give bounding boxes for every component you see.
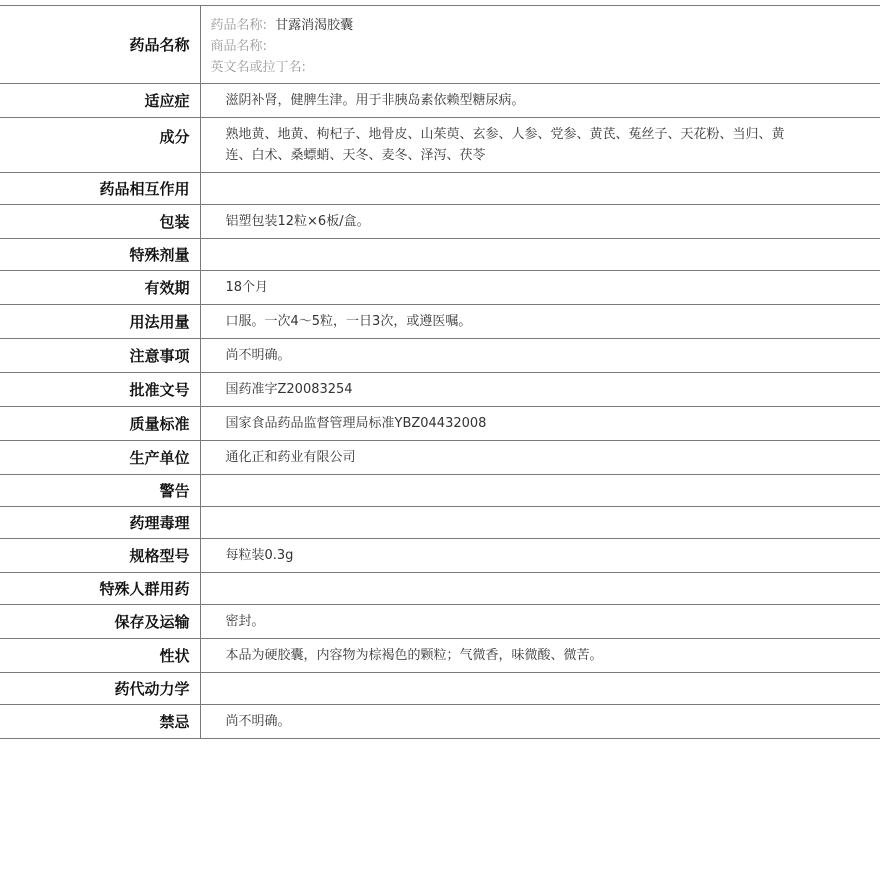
table-row [0, 305, 880, 339]
row-value: 本品为硬胶囊，内容物为棕褐色的颗粒；气微香，味微酸、微苦。 [225, 648, 603, 663]
row-label: 特殊人群用药 [0, 573, 200, 605]
row-value: 尚不明确。 [225, 714, 291, 729]
row-value-wrap [200, 118, 880, 173]
table-row [0, 407, 880, 441]
table-row [0, 373, 880, 407]
row-value [200, 173, 880, 205]
table-row [0, 573, 880, 605]
table-row [0, 539, 880, 573]
row-value: 通化正和药业有限公司 [225, 450, 356, 465]
table-row [0, 84, 880, 118]
table-row [0, 605, 880, 639]
row-value: 国药准字Z20083254 [225, 382, 353, 397]
row-value: 密封。 [225, 614, 265, 629]
row-label: 药品名称 [0, 6, 200, 84]
table-row [0, 271, 880, 305]
row-value: 口服。一次4～5粒，一日3次，或遵医嘱。 [225, 314, 472, 329]
table-row [0, 673, 880, 705]
row-label: 药品相互作用 [0, 173, 200, 205]
row-value [200, 475, 880, 507]
row-value: 18个月 [225, 280, 269, 295]
row-label: 性状 [0, 639, 200, 673]
row-value: 国家食品药品监督管理局标准YBZ04432008 [225, 416, 487, 431]
table-row [0, 239, 880, 271]
drug-spec-table [0, 5, 880, 739]
row-value [200, 507, 880, 539]
table-row [0, 639, 880, 673]
generic-name-value: 甘露消渴胶囊 [275, 18, 354, 33]
row-label: 警告 [0, 475, 200, 507]
row-label: 药理毒理 [0, 507, 200, 539]
table-row-drug-name [0, 6, 880, 84]
row-value: 滋阴补肾，健脾生津。用于非胰岛素依赖型糖尿病。 [225, 93, 525, 108]
row-label: 药代动力学 [0, 673, 200, 705]
row-label: 包装 [0, 205, 200, 239]
row-value: 尚不明确。 [225, 348, 291, 363]
row-label: 生产单位 [0, 441, 200, 475]
drug-name-cell [200, 6, 880, 84]
table-row [0, 205, 880, 239]
row-label: 质量标准 [0, 407, 200, 441]
table-row [0, 339, 880, 373]
table-row [0, 475, 880, 507]
table-row [0, 118, 880, 173]
row-label: 注意事项 [0, 339, 200, 373]
table-row [0, 173, 880, 205]
row-value: 铝塑包装12粒×6板/盒。 [225, 214, 370, 229]
row-label: 特殊剂量 [0, 239, 200, 271]
row-value [200, 673, 880, 705]
table-row [0, 441, 880, 475]
row-label: 有效期 [0, 271, 200, 305]
generic-name-line [211, 15, 871, 36]
row-label: 用法用量 [0, 305, 200, 339]
table-row [0, 705, 880, 739]
latin-name-label: 英文名或拉丁名: [210, 60, 306, 75]
row-label: 禁忌 [0, 705, 200, 739]
row-label: 批准文号 [0, 373, 200, 407]
row-value [200, 239, 880, 271]
row-label: 保存及运输 [0, 605, 200, 639]
row-value [200, 573, 880, 605]
row-label: 规格型号 [0, 539, 200, 573]
row-value: 每粒装0.3g [225, 548, 294, 563]
trade-name-label: 商品名称: [210, 39, 267, 54]
row-label: 成分 [0, 118, 200, 173]
row-value: 熟地黄、地黄、枸杞子、地骨皮、山茱萸、玄参、人参、党参、黄芪、菟丝子、天花粉、当归、黄连、白术、桑螵蛸、天冬、麦冬、泽泻、茯苓 [225, 127, 785, 163]
table-row [0, 507, 880, 539]
generic-name-label: 药品名称: [210, 18, 267, 33]
row-label: 适应症 [0, 84, 200, 118]
